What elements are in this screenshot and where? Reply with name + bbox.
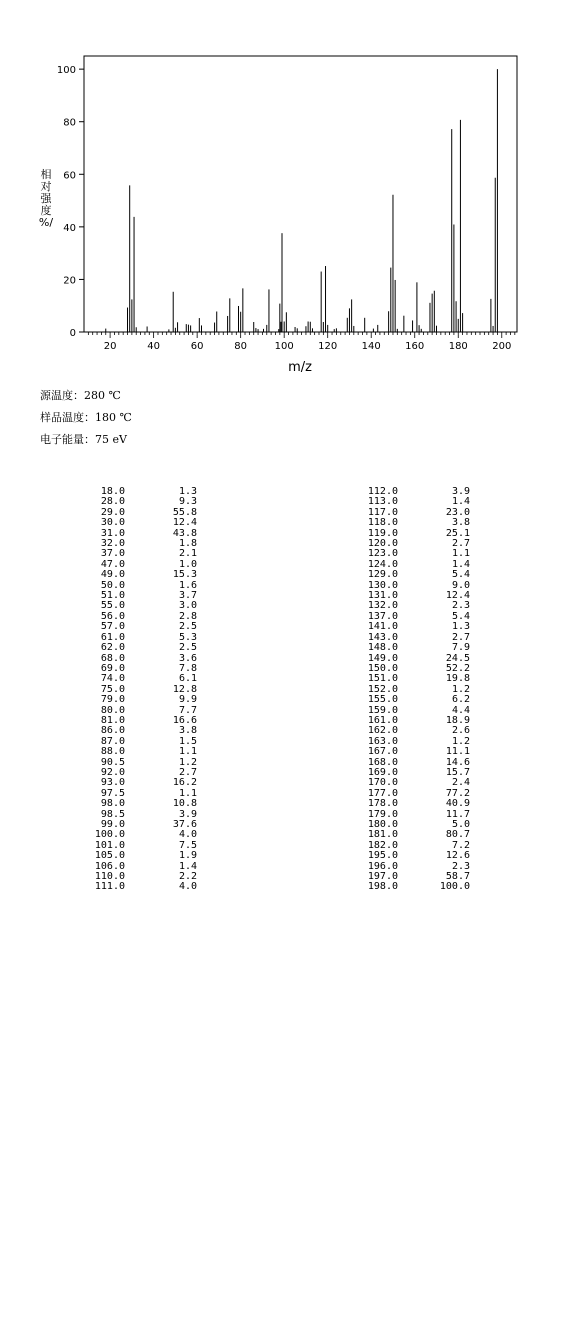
peak-mz: 197.0 bbox=[367, 871, 398, 883]
peak-mz: 130.0 bbox=[367, 579, 398, 591]
peak-intensity: 7.5 bbox=[178, 839, 197, 851]
peak-intensity: 1.8 bbox=[178, 538, 197, 550]
peak-mz: 74.0 bbox=[100, 673, 125, 685]
peak-intensity: 58.7 bbox=[445, 871, 470, 883]
peak-mz: 150.0 bbox=[367, 662, 398, 674]
peak-intensity: 9.3 bbox=[178, 496, 197, 508]
y-axis-label-char: %/ bbox=[38, 216, 54, 229]
x-axis bbox=[88, 332, 514, 352]
peak-intensity: 5.3 bbox=[178, 631, 197, 643]
peak-mz: 162.0 bbox=[367, 725, 398, 737]
x-tick-label: 200 bbox=[492, 341, 512, 352]
peak-mz: 149.0 bbox=[367, 652, 398, 664]
peak-mz: 62.0 bbox=[100, 642, 125, 654]
peak-intensity: 12.6 bbox=[445, 850, 470, 862]
peak-intensity: 15.7 bbox=[445, 766, 470, 778]
peak-intensity: 12.4 bbox=[445, 590, 470, 602]
peak-intensity: 1.1 bbox=[178, 746, 197, 758]
y-axis bbox=[57, 65, 84, 339]
peak-intensity: 2.8 bbox=[178, 610, 197, 622]
peak-mz: 163.0 bbox=[367, 735, 398, 747]
peak-mz: 93.0 bbox=[100, 777, 125, 789]
peak-row bbox=[362, 695, 470, 705]
peak-mz: 100.0 bbox=[94, 829, 125, 841]
peak-mz: 182.0 bbox=[367, 839, 398, 851]
peak-intensity: 23.0 bbox=[445, 506, 470, 518]
peak-intensity: 10.8 bbox=[172, 798, 197, 810]
peak-intensity: 40.9 bbox=[445, 798, 470, 810]
y-tick-label: 60 bbox=[63, 170, 76, 182]
peak-mz: 170.0 bbox=[367, 777, 398, 789]
peak-mz: 28.0 bbox=[100, 496, 125, 508]
peak-mz: 56.0 bbox=[100, 610, 125, 622]
peak-intensity: 2.6 bbox=[451, 725, 470, 737]
peak-mz: 124.0 bbox=[367, 558, 398, 570]
peak-mz: 137.0 bbox=[367, 610, 398, 622]
peak-mz: 159.0 bbox=[367, 704, 398, 716]
peak-intensity: 3.9 bbox=[178, 808, 197, 820]
y-tick-label: 0 bbox=[69, 328, 76, 339]
peak-mz: 129.0 bbox=[367, 569, 398, 581]
peak-mz: 87.0 bbox=[100, 735, 125, 747]
peak-intensity: 3.6 bbox=[178, 652, 197, 664]
peak-intensity: 3.9 bbox=[451, 486, 470, 497]
peak-intensity: 80.7 bbox=[445, 829, 470, 841]
peak-mz: 79.0 bbox=[100, 694, 125, 706]
y-tick-label: 40 bbox=[63, 222, 76, 234]
y-tick-label: 100 bbox=[56, 65, 76, 77]
peak-intensity: 5.4 bbox=[451, 610, 470, 622]
y-axis-label-char: 对 bbox=[40, 180, 52, 193]
peak-intensity: 12.4 bbox=[172, 517, 197, 529]
peak-row bbox=[89, 747, 197, 757]
peak-intensity: 43.8 bbox=[172, 527, 197, 539]
peak-intensity: 2.7 bbox=[451, 538, 470, 550]
peak-mz: 148.0 bbox=[367, 642, 398, 654]
peak-intensity: 1.2 bbox=[451, 683, 470, 695]
peak-mz: 88.0 bbox=[100, 746, 125, 758]
x-tick-label: 80 bbox=[234, 341, 248, 352]
x-tick-label: 160 bbox=[405, 341, 425, 352]
y-axis-label-char: 度 bbox=[40, 204, 52, 217]
peak-mz: 110.0 bbox=[94, 871, 125, 883]
peak-intensity: 100.0 bbox=[439, 881, 470, 893]
peak-intensity: 5.4 bbox=[451, 569, 470, 581]
peak-mz: 50.0 bbox=[100, 579, 125, 591]
peak-intensity: 3.8 bbox=[178, 725, 197, 737]
peak-intensity: 6.2 bbox=[451, 694, 470, 706]
peak-intensity: 9.0 bbox=[451, 579, 470, 591]
peak-intensity: 2.7 bbox=[451, 631, 470, 643]
peak-mz: 47.0 bbox=[100, 558, 125, 570]
peak-mz: 132.0 bbox=[367, 600, 398, 612]
peak-mz: 155.0 bbox=[367, 694, 398, 706]
y-tick-label: 20 bbox=[63, 275, 76, 287]
peak-mz: 80.0 bbox=[100, 704, 125, 716]
peak-mz: 169.0 bbox=[367, 766, 398, 778]
peak-intensity: 1.1 bbox=[451, 548, 470, 560]
peak-row bbox=[362, 643, 470, 653]
peak-intensity: 2.2 bbox=[178, 871, 197, 883]
condition-source-temp: 源温度：280 ℃ bbox=[40, 389, 121, 402]
x-tick-label: 120 bbox=[318, 341, 338, 352]
peak-mz: 113.0 bbox=[367, 496, 398, 508]
peak-mz: 106.0 bbox=[94, 860, 125, 872]
peak-intensity: 1.3 bbox=[451, 621, 470, 633]
peak-intensity: 1.1 bbox=[178, 787, 197, 799]
x-tick-label: 60 bbox=[190, 341, 204, 352]
peak-mz: 178.0 bbox=[367, 798, 398, 810]
peak-mz: 167.0 bbox=[367, 746, 398, 758]
peak-intensity: 4.0 bbox=[178, 881, 197, 893]
condition-sample-temp: 样品温度：180 ℃ bbox=[40, 411, 132, 424]
peak-mz: 90.5 bbox=[100, 756, 125, 768]
peak-mz: 181.0 bbox=[367, 829, 398, 841]
peak-intensity: 1.2 bbox=[451, 735, 470, 747]
peak-intensity: 6.1 bbox=[178, 673, 197, 685]
peak-mz: 81.0 bbox=[100, 714, 125, 726]
peak-intensity: 1.4 bbox=[451, 558, 470, 570]
peak-intensity: 2.5 bbox=[178, 621, 197, 633]
peak-intensity: 1.0 bbox=[178, 558, 197, 570]
peak-mz: 57.0 bbox=[100, 621, 125, 633]
x-tick-label: 20 bbox=[103, 341, 117, 352]
peak-mz: 37.0 bbox=[100, 548, 125, 560]
peak-intensity: 3.8 bbox=[451, 517, 470, 529]
peak-mz: 97.5 bbox=[100, 787, 125, 799]
peak-intensity: 11.1 bbox=[445, 746, 470, 758]
peak-intensity: 3.0 bbox=[178, 600, 197, 612]
peak-bars bbox=[106, 69, 498, 332]
peak-intensity: 1.4 bbox=[451, 496, 470, 508]
x-tick-label: 40 bbox=[147, 341, 160, 352]
peak-mz: 141.0 bbox=[367, 621, 398, 633]
peak-mz: 51.0 bbox=[100, 590, 125, 602]
peak-mz: 180.0 bbox=[367, 819, 398, 830]
mass-spectrum-chart bbox=[0, 0, 570, 380]
peak-row bbox=[89, 695, 197, 705]
peak-mz: 61.0 bbox=[100, 631, 125, 643]
peak-mz: 198.0 bbox=[367, 881, 398, 893]
peak-mz: 151.0 bbox=[367, 673, 398, 685]
peak-intensity: 7.9 bbox=[451, 642, 470, 654]
peak-mz: 98.0 bbox=[100, 798, 125, 810]
peak-mz: 101.0 bbox=[94, 839, 125, 851]
x-tick-label: 100 bbox=[274, 341, 294, 352]
peak-mz: 68.0 bbox=[100, 652, 125, 664]
peak-intensity: 4.0 bbox=[178, 829, 197, 841]
peak-intensity: 1.6 bbox=[178, 579, 197, 591]
peak-mz: 118.0 bbox=[367, 517, 398, 529]
y-axis-label-char: 强 bbox=[40, 192, 52, 205]
peak-mz: 31.0 bbox=[100, 527, 125, 539]
peak-mz: 152.0 bbox=[367, 683, 398, 695]
peak-mz: 131.0 bbox=[367, 590, 398, 602]
y-axis-label bbox=[39, 167, 53, 229]
peak-mz: 30.0 bbox=[100, 517, 125, 529]
peak-intensity: 4.4 bbox=[451, 704, 470, 716]
peak-row bbox=[89, 643, 197, 653]
y-axis-label-char: 相 bbox=[40, 168, 52, 181]
peak-mz: 195.0 bbox=[367, 850, 398, 862]
condition-electron-energy: 电子能量：75 eV bbox=[40, 433, 127, 446]
peak-row bbox=[89, 882, 197, 892]
peak-intensity: 7.7 bbox=[178, 704, 197, 716]
peak-mz: 196.0 bbox=[367, 860, 398, 872]
peak-mz: 117.0 bbox=[367, 506, 398, 518]
peak-intensity: 16.2 bbox=[172, 777, 197, 789]
peak-mz: 179.0 bbox=[367, 808, 398, 820]
peak-intensity: 77.2 bbox=[445, 787, 470, 799]
peak-mz: 105.0 bbox=[94, 850, 125, 862]
peak-intensity: 3.7 bbox=[178, 590, 197, 602]
peak-intensity: 7.2 bbox=[451, 839, 470, 851]
peak-intensity: 14.6 bbox=[445, 756, 470, 768]
peak-intensity: 2.3 bbox=[451, 600, 470, 612]
peak-intensity: 2.3 bbox=[451, 860, 470, 872]
peak-mz: 119.0 bbox=[367, 527, 398, 539]
peak-intensity: 25.1 bbox=[445, 527, 470, 539]
peak-intensity: 19.8 bbox=[445, 673, 470, 685]
peak-intensity: 9.9 bbox=[178, 694, 197, 706]
peak-mz: 161.0 bbox=[367, 714, 398, 726]
peak-row bbox=[362, 882, 470, 892]
peak-mz: 55.0 bbox=[100, 600, 125, 612]
peak-mz: 75.0 bbox=[100, 683, 125, 695]
peak-mz: 49.0 bbox=[100, 569, 125, 581]
peak-intensity: 16.6 bbox=[172, 714, 197, 726]
peak-table-right bbox=[362, 487, 470, 893]
peak-intensity: 15.3 bbox=[172, 569, 197, 581]
peak-intensity: 18.9 bbox=[445, 714, 470, 726]
peak-intensity: 55.8 bbox=[172, 506, 197, 518]
peak-mz: 177.0 bbox=[367, 787, 398, 799]
peak-intensity: 37.6 bbox=[172, 819, 197, 830]
peak-mz: 99.0 bbox=[100, 819, 125, 830]
peak-intensity: 2.7 bbox=[178, 766, 197, 778]
peak-intensity: 12.8 bbox=[172, 683, 197, 695]
peak-intensity: 7.8 bbox=[178, 662, 197, 674]
peak-intensity: 1.3 bbox=[178, 486, 197, 497]
peak-intensity: 1.9 bbox=[178, 850, 197, 862]
peak-mz: 86.0 bbox=[100, 725, 125, 737]
peak-mz: 32.0 bbox=[100, 538, 125, 550]
peak-intensity: 5.0 bbox=[451, 819, 470, 830]
peak-intensity: 1.5 bbox=[178, 735, 197, 747]
peak-intensity: 2.5 bbox=[178, 642, 197, 654]
peak-intensity: 52.2 bbox=[445, 662, 470, 674]
x-axis-label: m/z bbox=[288, 360, 312, 375]
peak-mz: 120.0 bbox=[367, 538, 398, 550]
peak-mz: 111.0 bbox=[94, 881, 125, 893]
peak-mz: 69.0 bbox=[100, 662, 125, 674]
x-tick-label: 140 bbox=[361, 341, 381, 352]
peak-mz: 92.0 bbox=[100, 766, 125, 778]
peak-intensity: 1.2 bbox=[178, 756, 197, 768]
peak-table-left bbox=[89, 487, 197, 893]
peak-row bbox=[362, 747, 470, 757]
peak-mz: 168.0 bbox=[367, 756, 398, 768]
peak-intensity: 11.7 bbox=[445, 808, 470, 820]
peak-mz: 29.0 bbox=[100, 506, 125, 518]
peak-intensity: 24.5 bbox=[445, 652, 470, 664]
x-tick-label: 180 bbox=[448, 341, 468, 352]
peak-intensity: 1.4 bbox=[178, 860, 197, 872]
peak-intensity: 2.1 bbox=[178, 548, 197, 560]
peak-mz: 18.0 bbox=[100, 486, 125, 497]
peak-mz: 123.0 bbox=[367, 548, 398, 560]
peak-mz: 112.0 bbox=[367, 486, 398, 497]
peak-mz: 143.0 bbox=[367, 631, 398, 643]
y-tick-label: 80 bbox=[63, 117, 76, 129]
peak-mz: 98.5 bbox=[100, 808, 125, 820]
peak-intensity: 2.4 bbox=[451, 777, 470, 789]
